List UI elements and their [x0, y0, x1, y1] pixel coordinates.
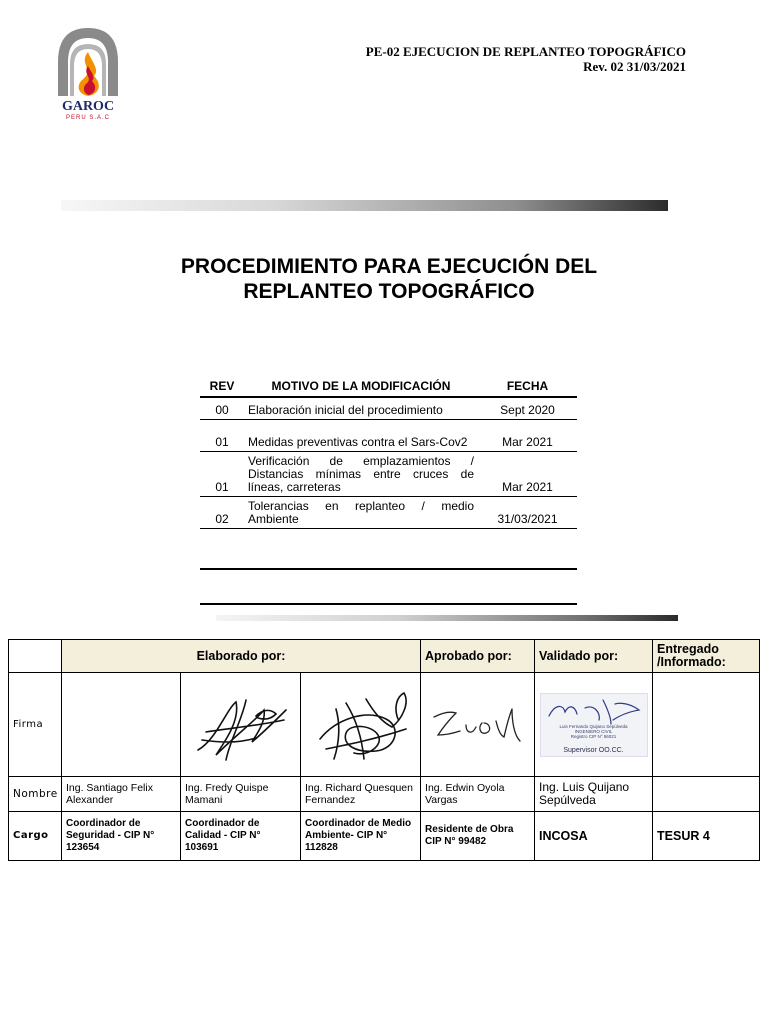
- cargo-cell: Coordinador de Calidad - CIP N° 103691: [181, 812, 301, 861]
- signature-cell: [535, 673, 653, 777]
- cargo-cell: Coordinador de Medio Ambiente- CIP N° 112828: [301, 812, 421, 861]
- revision-row: [200, 402, 577, 420]
- stamp-line-3: Registro CIP N° 56021: [570, 733, 617, 739]
- rev-fecha: 31/03/2021: [478, 497, 577, 529]
- rev-fecha: Sept 2020: [478, 402, 577, 420]
- nombre-cell: [653, 777, 760, 812]
- stamp-supervisor: Supervisor OO.CC.: [563, 746, 624, 754]
- stamp-line-2: INGENIERO CIVIL: [574, 728, 613, 734]
- signature-cell: [301, 673, 421, 777]
- cargo-label: Cargo: [9, 812, 62, 861]
- aprobado-header: Aprobado por:: [421, 640, 535, 673]
- cargo-cell: Coordinador de Seguridad - CIP N° 123654: [62, 812, 181, 861]
- entregado-header: Entregado /Informado:: [653, 640, 760, 673]
- gradient-divider: [216, 615, 678, 621]
- rev-motivo: Tolerancias en replanteo / medio Ambiente: [244, 497, 478, 529]
- fecha-header: FECHA: [478, 376, 577, 397]
- cargo-row: [9, 812, 760, 861]
- rev-number: 00: [200, 402, 244, 420]
- elaborado-header: Elaborado por:: [62, 640, 421, 673]
- motivo-header: MOTIVO DE LA MODIFICACIÓN: [244, 376, 478, 397]
- corner-cell: [9, 640, 62, 673]
- logo-text: GAROC: [61, 99, 115, 114]
- revision-row: [200, 497, 577, 529]
- nombre-cell: Ing. Edwin Oyola Vargas: [421, 777, 535, 812]
- nombre-cell: Ing. Richard Quesquen Fernandez: [301, 777, 421, 812]
- logo-subtext: PERU S.A.C: [65, 115, 111, 121]
- signature-cell-empty: [653, 673, 760, 777]
- document-code: PE-02 EJECUCION DE REPLANTEO TOPOGRÁFICO: [365, 44, 686, 59]
- document-header: [366, 44, 686, 74]
- signature-table: [8, 639, 760, 861]
- rev-number: 01: [200, 420, 244, 452]
- handwritten-signature: [426, 695, 530, 755]
- blank-row-line: [200, 568, 577, 570]
- revision-table: [200, 376, 577, 529]
- signature-cell: [181, 673, 301, 777]
- signature-cell: [421, 673, 535, 777]
- revision-header-row: [200, 376, 577, 397]
- title-line-1: PROCEDIMIENTO PARA EJECUCIÓN DEL: [180, 255, 598, 278]
- rev-fecha: Mar 2021: [478, 452, 577, 497]
- signature-cell-empty: [62, 673, 181, 777]
- stamp-line-1: Luis Fernando Quijano Sepúlveda: [559, 723, 628, 729]
- rev-fecha: Mar 2021: [478, 420, 577, 452]
- cargo-cell: TESUR 4: [653, 812, 760, 861]
- rev-number: 02: [200, 497, 244, 529]
- validado-header: Validado por:: [535, 640, 653, 673]
- rev-motivo: Medidas preventivas contra el Sars-Cov2: [244, 420, 478, 452]
- rev-header: REV: [200, 376, 244, 397]
- cargo-cell: Residente de Obra CIP N° 99482: [421, 812, 535, 861]
- nombre-cell: Ing. Santiago Felix Alexander: [62, 777, 181, 812]
- revision-row: [200, 452, 577, 497]
- firma-row: [9, 673, 760, 777]
- blank-row-line: [200, 603, 577, 605]
- handwritten-signature: [306, 679, 416, 771]
- document-revision: Rev. 02 31/03/2021: [583, 59, 686, 74]
- gradient-divider: [61, 200, 668, 211]
- revision-row: [200, 420, 577, 452]
- title-line-2: REPLANTEO TOPOGRÁFICO: [243, 280, 535, 303]
- page-title: [0, 254, 768, 304]
- rev-motivo: Elaboración inicial del procedimiento: [244, 402, 478, 420]
- nombre-cell: Ing. Luis Quijano Sepúlveda: [535, 777, 653, 812]
- nombre-label: Nombre: [9, 777, 62, 812]
- signature-header-row: [9, 640, 760, 673]
- nombre-row: [9, 777, 760, 812]
- nombre-cell: Ing. Fredy Quispe Mamani: [181, 777, 301, 812]
- rev-number: 01: [200, 452, 244, 497]
- rev-motivo: Verificación de emplazamientos / Distancias mínimas entre cruces de líneas, carreteras: [244, 452, 478, 497]
- company-logo: [48, 22, 128, 122]
- handwritten-signature: [541, 694, 647, 728]
- handwritten-signature: [186, 680, 296, 770]
- firma-label: Firma: [9, 673, 62, 777]
- supervisor-stamp: [540, 693, 648, 757]
- cargo-cell: INCOSA: [535, 812, 653, 861]
